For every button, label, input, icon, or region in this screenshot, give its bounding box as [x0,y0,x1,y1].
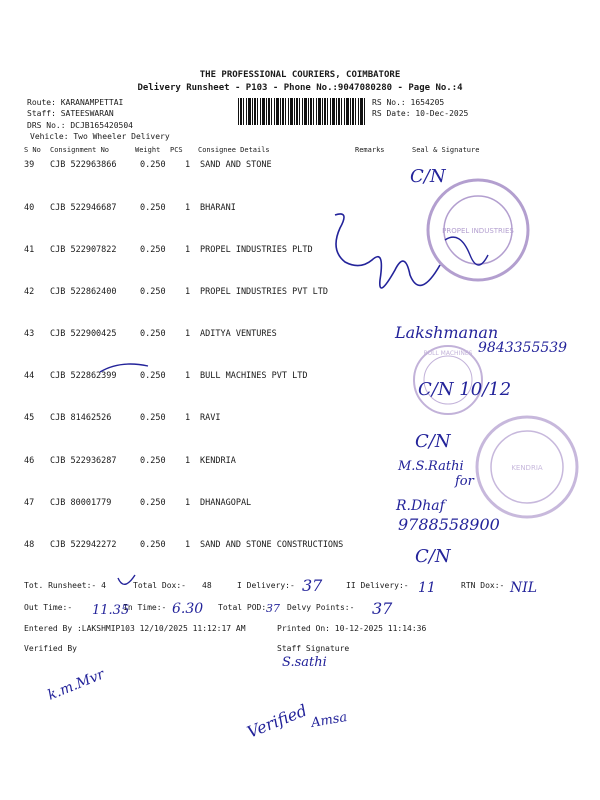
rs-no: RS No.: 1654205 [372,98,445,107]
hw-in-time: 6.30 [172,601,204,617]
row-consignment: CJB 522936287 [50,456,117,466]
total-dox-value: 48 [202,581,212,590]
header-remarks: Remarks [355,146,385,154]
row-consignee: SAND AND STONE CONSTRUCTIONS [200,540,344,550]
signature-scrawl [335,214,440,288]
row-consignee: BHARANI [200,203,236,213]
hw-delvy-points: 37 [372,599,393,618]
row-sno: 43 [24,329,35,339]
row-consignee: PROPEL INDUSTRIES PVT LTD [200,287,328,297]
hw-i-delivery: 37 [302,576,323,595]
row-weight: 0.250 [140,413,166,423]
row-pcs: 1 [185,329,191,339]
total-dox-label: Total Dox:- [133,581,186,590]
row-consignee: PROPEL INDUSTRIES PLTD [200,245,313,255]
header-sno: S No [24,146,41,154]
hw-r48: C/N [415,546,451,567]
runsheet-title: Delivery Runsheet - P103 - Phone No.:9047080280 - Page No.:4 [137,83,463,93]
row-weight: 0.250 [140,498,166,508]
hw-verified-signature: k.m.Mvr [45,666,107,704]
company-seal-stamp [477,417,577,517]
hw-r47-a: R.Dhaf [396,498,445,514]
header-weight: Weight [135,146,161,154]
row-pcs: 1 [185,245,191,255]
row-weight: 0.250 [140,371,166,381]
row-consignment: CJB 522900425 [50,329,117,339]
row-consignment: CJB 522907822 [50,245,117,255]
row-consignee: SAND AND STONE [200,160,272,170]
stamp-2-text: BULL MACHINES [423,350,473,357]
header-pcs: PCS [170,146,183,154]
header-seal: Seal & Signature [412,146,480,154]
row-sno: 47 [24,498,35,508]
hw-ii-delivery: 11 [418,580,436,596]
route-label: Route: KARANAMPETTAI [27,98,124,107]
stamp-3-text: KENDRIA [511,464,543,472]
correction-mark [100,364,148,372]
hw-r43-name: Lakshmanan [395,323,499,342]
row-weight: 0.250 [140,160,166,170]
header-consignee: Consignee Details [198,146,270,154]
row-pcs: 1 [185,498,191,508]
row-weight: 0.250 [140,329,166,339]
rs-date: RS Date: 10-Dec-2025 [372,109,469,118]
hw-total-pod: 37 [266,602,280,615]
hw-staff-signature: S.sathi [282,655,327,670]
row-sno: 48 [24,540,35,550]
entered-by: Entered By :LAKSHMIP103 12/10/2025 11:12:17 AM [24,624,246,633]
row-weight: 0.250 [140,245,166,255]
printed-on: Printed On: 10-12-2025 11:14:36 [277,624,427,633]
header-consignment: Consignment No [50,146,110,154]
i-delivery-label: I Delivery:- [237,581,295,590]
row-sno: 39 [24,160,35,170]
row-pcs: 1 [185,540,191,550]
hw-bottom-signature-b: Amsa [310,709,349,731]
hw-r39: C/N [410,166,446,187]
row-consignment: CJB 81462526 [50,413,112,423]
row-weight: 0.250 [140,287,166,297]
row-pcs: 1 [185,160,191,170]
total-pod-label: Total POD:- [218,603,271,612]
row-consignment: CJB 522862400 [50,287,117,297]
out-time-label: Out Time:- [24,603,73,612]
row-consignment: CJB 522963866 [50,160,117,170]
row-pcs: 1 [185,287,191,297]
row-sno: 40 [24,203,35,213]
row-pcs: 1 [185,203,191,213]
row-sno: 44 [24,371,35,381]
row-consignee: BULL MACHINES PVT LTD [200,371,308,381]
hw-r43-phone: 9843355539 [478,340,568,356]
row-consignment: CJB 80001779 [50,498,112,508]
ii-delivery-label: II Delivery:- [346,581,409,590]
hw-r46-a: M.S.Rathi [398,459,464,474]
row-consignee: KENDRIA [200,456,236,466]
row-pcs: 1 [185,413,191,423]
tot-runsheet: Tot. Runsheet:- 4 [24,581,106,590]
row-weight: 0.250 [140,203,166,213]
hw-bottom-signature-a: Verified [244,700,310,742]
row-pcs: 1 [185,456,191,466]
drs-label: DRS No.: DCJB165420504 [27,121,133,130]
hw-r47-b: 9788558900 [398,515,500,534]
row-consignee: ADITYA VENTURES [200,329,277,339]
row-sno: 46 [24,456,35,466]
company-title: THE PROFESSIONAL COURIERS, COIMBATORE [199,70,401,80]
delvy-points-label: Delvy Points:- [287,603,355,612]
hw-rtn-dox: NIL [510,580,538,596]
rtn-dox-label: RTN Dox:- [461,581,505,590]
in-time-label: In Time:- [123,603,167,612]
vehicle-label: Vehicle: Two Wheeler Delivery [30,132,170,141]
row-pcs: 1 [185,371,191,381]
staff-label: Staff: SATEESWARAN [27,109,114,118]
hw-out-time: 11.35 [92,603,130,618]
stamp-1-text: PROPEL INDUSTRIES [442,227,514,235]
row-sno: 45 [24,413,35,423]
row-consignment: CJB 522862399 [50,371,117,381]
row-sno: 41 [24,245,35,255]
hw-r46-b: for [455,474,474,489]
row-consignment: CJB 522942272 [50,540,117,550]
row-consignment: CJB 522946687 [50,203,117,213]
row-weight: 0.250 [140,456,166,466]
row-weight: 0.250 [140,540,166,550]
row-consignee: RAVI [200,413,221,423]
hw-r45: C/N [415,431,451,452]
staff-signature-label: Staff Signature [277,644,350,653]
row-sno: 42 [24,287,35,297]
check-mark [118,575,135,584]
verified-by-label: Verified By [24,644,77,653]
row-consignee: DHANAGOPAL [200,498,252,508]
hw-r44: C/N 10/12 [418,379,512,400]
